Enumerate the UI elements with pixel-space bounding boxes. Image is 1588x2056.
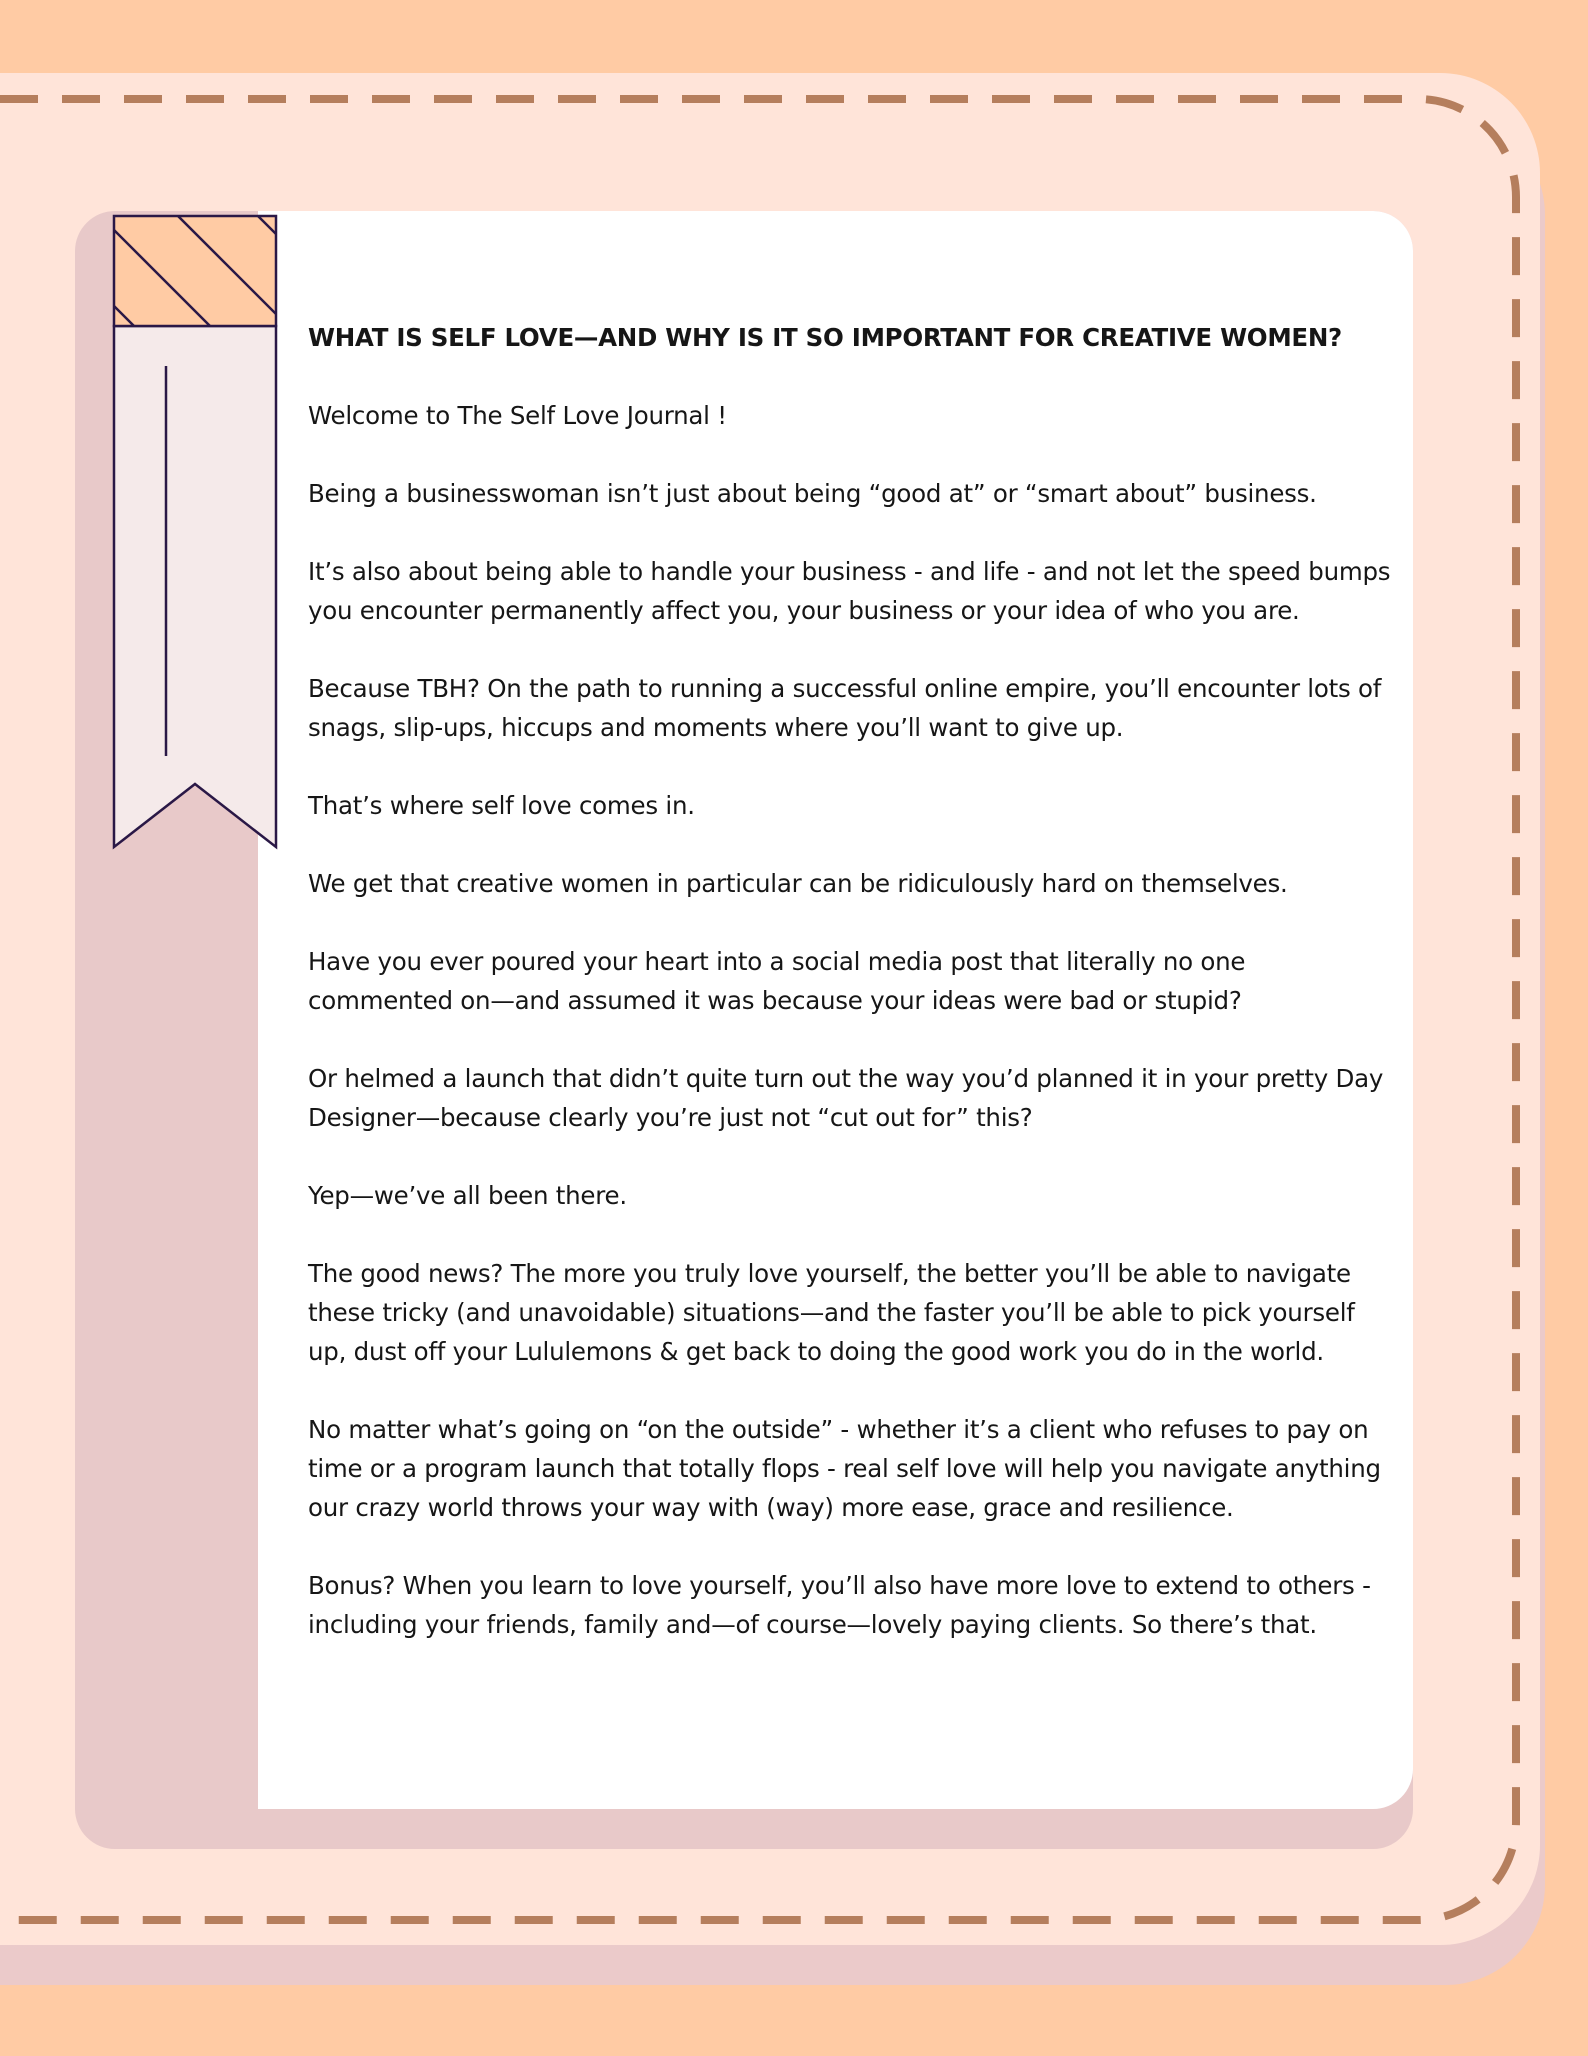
paragraph-welcome: Welcome to The Self Love Journal !	[308, 401, 727, 430]
article-heading: WHAT IS SELF LOVE—AND WHY IS IT SO IMPORTANT FOR CREATIVE WOMEN?	[308, 323, 1342, 352]
paragraph-been-there: Yep—we’ve all been there.	[308, 1181, 627, 1210]
paragraph-businesswoman: Being a businesswoman isn’t just about being “good at” or “smart about” business.	[308, 479, 1317, 508]
paragraph-handle-business: It’s also about being able to handle your business - and life - and not let the speed bumps you encounter permanently affect you, your business or your idea of who you are.	[308, 557, 1391, 625]
paragraph-good-news: The good news? The more you truly love yourself, the better you’ll be able to navigate these tricky (and unavoidable) situations—and the faster you’ll be able to pick yourself up, dust off your Lululemons & get back to doing the good work you do in the world.	[308, 1259, 1355, 1366]
paragraph-launch: Or helmed a launch that didn’t quite turn out the way you’d planned it in your pretty Day Designer—because clearly you’re just not “cut out for” this?	[308, 1064, 1384, 1132]
paragraph-no-matter: No matter what’s going on “on the outside” - whether it’s a client who refuses to pay on time or a program launch that totally flops - real self love will help you navigate anything our crazy world throws your way with (way) more ease, grace and resilience.	[308, 1415, 1381, 1522]
bookmark-ribbon	[114, 212, 300, 847]
paragraph-social-media: Have you ever poured your heart into a social media post that literally no one commented on—and assumed it was because your ideas were bad or stupid?	[308, 947, 1246, 1015]
paragraph-hard-on-themselves: We get that creative women in particular can be ridiculously hard on themselves.	[308, 869, 1288, 898]
paragraph-bonus: Bonus? When you learn to love yourself, you’ll also have more love to extend to others - including your friends, family and—of course—lovely paying clients. So there’s that.	[308, 1571, 1371, 1639]
paragraph-self-love-comes-in: That’s where self love comes in.	[308, 791, 695, 820]
article-content	[308, 318, 1394, 1683]
paragraph-tbh: Because TBH? On the path to running a successful online empire, you’ll encounter lots of snags, slip-ups, hiccups and moments where you’ll want to give up.	[308, 674, 1382, 742]
